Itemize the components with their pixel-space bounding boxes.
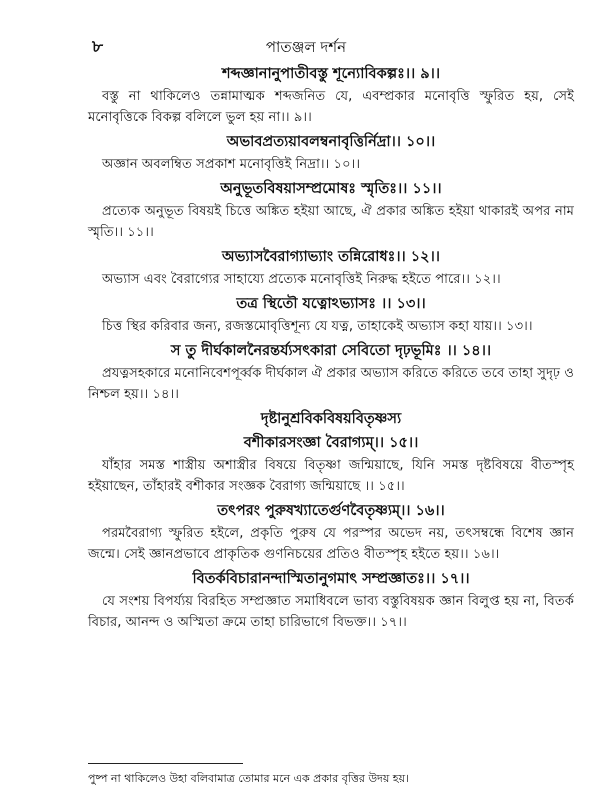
sutra-commentary: অজ্ঞান অবলম্বিত সপ্রকাশ মনোবৃত্তিই নিদ্রা।। ১০।।: [102, 157, 361, 172]
sutra-heading: তৎপরং পুরুষখ্যাতের্গুণবৈতৃষ্ণ্যম্‌।। ১৬।।: [217, 503, 445, 519]
running-title: পাতঞ্জল দর্শন: [265, 38, 347, 56]
page-number: ৮: [92, 37, 104, 57]
sutra-commentary: অভ্যাস এবং বৈরাগ্যের সাহায্যে প্রত্যেক মনোবৃত্তিই নিরুদ্ধ হইতে পারে।। ১২।।: [102, 272, 501, 287]
sutra-heading-continued: বশীকারসংজ্ঞা বৈরাগ্যম্‌।। ১৫।।: [243, 435, 419, 451]
sutra-commentary: যে সংশয় বিপর্য্যয় বিরহিত সম্প্রজ্ঞাত সমাধিবলে ভাব্য বস্তুবিষয়ক জ্ঞান বিলুপ্ত হয় না, বিতর্ক বিচার, আনন্দ ও অস্মিতা ক্রমে তাহা চারিভাগে বিভক্ত।। ১৭।।: [88, 594, 574, 630]
sutra-commentary: যাঁহার সমস্ত শাস্ত্রীয় অশাস্ত্রীর বিষয়ে বিতৃষ্ণা জন্মিয়াছে, যিনি সমস্ত দৃষ্টবিষয়ে বীতস্পৃহ হইয়াছেন, তাঁহারই বশীকার সংজ্ঞক বৈরাগ্য জন্মিয়াছে ।। ১৫।।: [88, 458, 574, 494]
sutra-commentary: চিত্ত স্থির করিবার জন্য, রজস্তমোবৃত্তিশূন্য যে যত্ন, তাহাকেই অভ্যাস কহা যায়।। ১৩।।: [102, 319, 533, 334]
sutra-heading: তত্র স্থিতৌ যত্নোঽভ্যাসঃ ।। ১৩।।: [236, 296, 426, 312]
sutra-commentary: প্রত্যেক অনুভূত বিষয়ই চিত্তে অঙ্কিত হইয়া আছে, ঐ প্রকার অঙ্কিত হইয়া থাকারই অপর নাম স্মৃতি।। ১১।।: [88, 204, 574, 240]
sutra-heading: বিতর্কবিচারানন্দাস্মিতানুগমাৎ সম্প্রজ্ঞাতঃ।। ১৭।।: [192, 571, 470, 587]
sutra-heading: দৃষ্টানুশ্রবিকবিষয়বিতৃষ্ণস্য: [260, 411, 402, 427]
sutra-commentary: প্রযত্নসহকারে মনোনিবেশপূর্ব্বক দীর্ঘকাল ঐ প্রকার অভ্যাস করিতে করিতে তবে তাহা সুদৃঢ় ও নিশ্চল হয়।। ১৪।।: [88, 366, 574, 402]
sutra-heading: অভ্যাসবৈরাগ্যাভ্যাং তন্নিরোধঃ।। ১২।।: [222, 249, 440, 265]
sutra-heading: অনুভূতবিষয়াসম্প্রমোষঃ স্মৃতিঃ।। ১১।।: [220, 181, 442, 197]
footnote-divider: [88, 763, 243, 764]
sutra-heading: স তু দীর্ঘকালনৈরন্তর্য্যসৎকারা সেবিতো দৃঢ়ভূমিঃ ।। ১৪।।: [170, 343, 492, 359]
footnote: পুষ্প না থাকিলেও উহা বলিবামাত্র তোমার মনে এক প্রকার বৃত্তির উদয় হয়।: [88, 772, 409, 785]
page-body: [88, 60, 574, 635]
sutra-heading: শব্দজ্ঞানানুপাতীবস্তু শূন্যোবিকল্পঃ।। ৯।।: [221, 66, 441, 82]
sutra-commentary: পরমবৈরাগ্য স্ফুরিত হইলে, প্রকৃতি পুরুষ যে পরস্পর অভেদ নয়, তৎসম্বন্ধে বিশেষ জ্ঞান জন্মে। সেই জ্ঞানপ্রভাবে প্রাকৃতিক গুণনিচয়ের প্রতিও বীতস্পৃহ হইতে হয়।। ১৬।।: [88, 526, 574, 562]
sutra-heading: অভাবপ্রত্যয়াবলম্বনাবৃত্তির্নিদ্রা।। ১০।।: [226, 134, 436, 150]
sutra-commentary: বস্তু না থাকিলেও তন্নামাত্মক শব্দজনিত যে, এবম্প্রকার মনোবৃত্তি স্ফুরিত হয়, সেই মনোবৃত্তিকে বিকল্প বলিলে ভুল হয় না।। ৯।।: [88, 89, 574, 125]
